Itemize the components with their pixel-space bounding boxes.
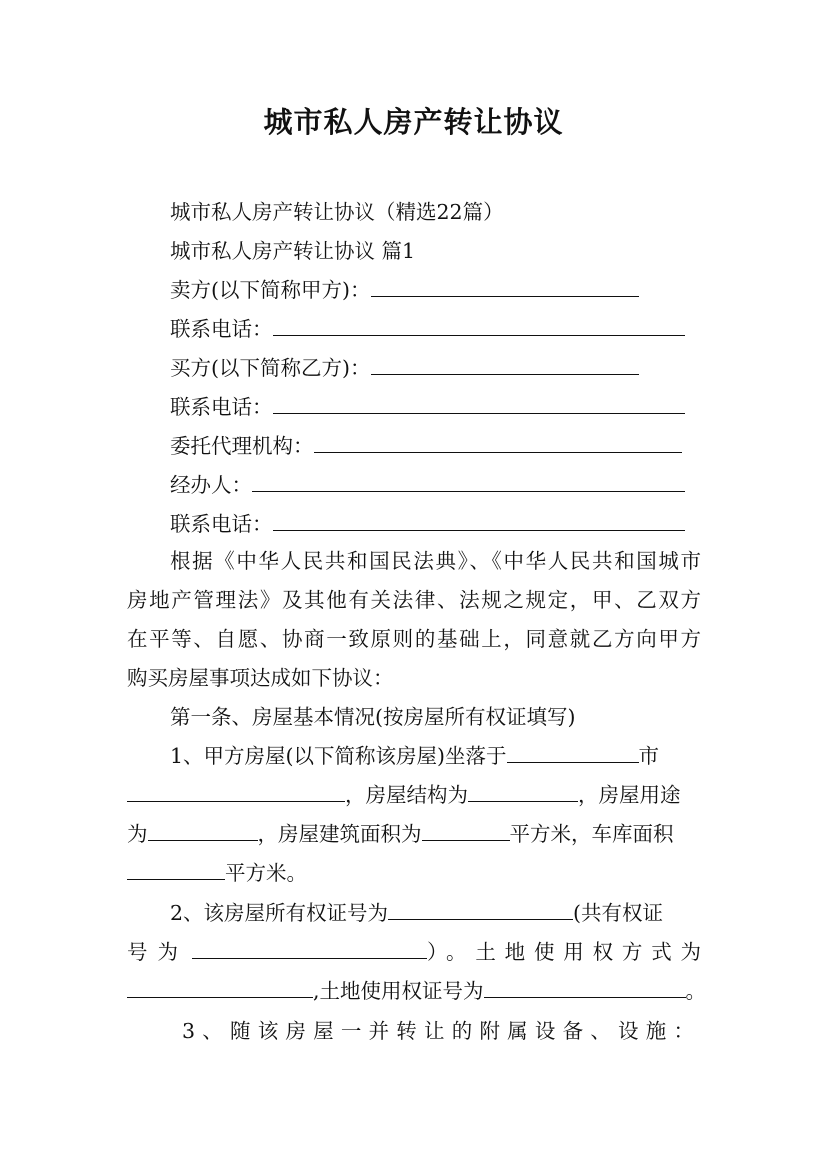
land-cert-end: 。 [685,979,707,1003]
co-cert-prefix: 号为 [127,940,188,964]
buyer-phone-line [170,392,685,422]
agency-label: 委托代理机构： [170,434,314,458]
handler-label: 经办人： [170,473,252,497]
handler-phone-label: 联系电话： [170,512,273,536]
preamble-line-1: 根据《中华人民共和国民法典》、《中华人民共和国城市 [170,549,701,573]
buyer-line [170,353,639,383]
structure-blank[interactable] [468,780,578,802]
address-blank[interactable] [127,780,345,802]
section-heading: 城市私人房产转让协议 篇1 [170,239,416,263]
document-subtitle: 城市私人房产转让协议（精选22篇） [170,200,504,224]
cert-label: 2、该房屋所有权证号为 [170,901,389,925]
buyer-phone-blank[interactable] [273,392,685,414]
usage-blank[interactable] [148,819,258,841]
handler-line [170,470,685,500]
seller-line [170,275,639,305]
preamble-line-3: 在平等、自愿、协商一致原则的基础上，同意就乙方向甲方 [127,627,701,651]
land-method-label: ）。土地使用权方式为 [427,940,701,964]
usage-prefix: 为 [127,822,148,846]
article1-heading: 第一条、房屋基本情况(按房屋所有权证填写) [170,705,576,729]
buyer-phone-label: 联系电话： [170,395,273,419]
item1-location-label: 1、甲方房屋(以下简称该房屋)坐落于 [170,744,507,768]
seller-label: 卖方(以下简称甲方)： [170,278,371,302]
handler-blank[interactable] [252,470,685,492]
garage-area-blank[interactable] [127,858,225,880]
item2-line-3 [127,976,706,1006]
item1-line-4 [127,858,307,888]
area-label: ，房屋建筑面积为 [257,822,422,846]
structure-label: ，房屋结构为 [345,783,468,807]
item3-line-1: 3、随该房屋一并转让的附属设备、设施： [182,1019,694,1043]
item1-line-3 [127,819,674,849]
document-title: 城市私人房产转让协议 [263,105,564,139]
garage-label: 平方米，车库面积 [509,822,674,846]
seller-phone-blank[interactable] [273,314,685,336]
seller-blank[interactable] [371,275,639,297]
handler-phone-blank[interactable] [273,509,685,531]
item2-line-2 [127,937,701,967]
seller-phone-label: 联系电话： [170,317,273,341]
item1-city-suffix: 市 [638,744,660,768]
garage-unit: 平方米。 [225,861,307,885]
usage-label: ，房屋用途 [578,783,681,807]
item2-line-1 [170,898,663,928]
preamble-line-2: 房地产管理法》及其他有关法律、法规之规定，甲、乙双方 [127,588,701,612]
land-cert-label: ,土地使用权证号为 [313,979,484,1003]
land-cert-blank[interactable] [484,976,686,998]
item1-line-2 [127,780,681,810]
buyer-label: 买方(以下简称乙方)： [170,356,371,380]
seller-phone-line [170,314,685,344]
cert-blank[interactable] [388,898,573,920]
land-method-blank[interactable] [127,976,313,998]
agency-blank[interactable] [314,431,682,453]
preamble-line-4: 购买房屋事项达成如下协议： [127,666,394,690]
co-cert-label: (共有权证 [573,901,664,925]
city-blank[interactable] [507,741,639,763]
agency-line [170,431,682,461]
item1-line-1 [170,741,659,771]
area-blank[interactable] [422,819,510,841]
buyer-blank[interactable] [371,353,639,375]
handler-phone-line [170,509,685,539]
co-cert-blank[interactable] [192,937,427,959]
